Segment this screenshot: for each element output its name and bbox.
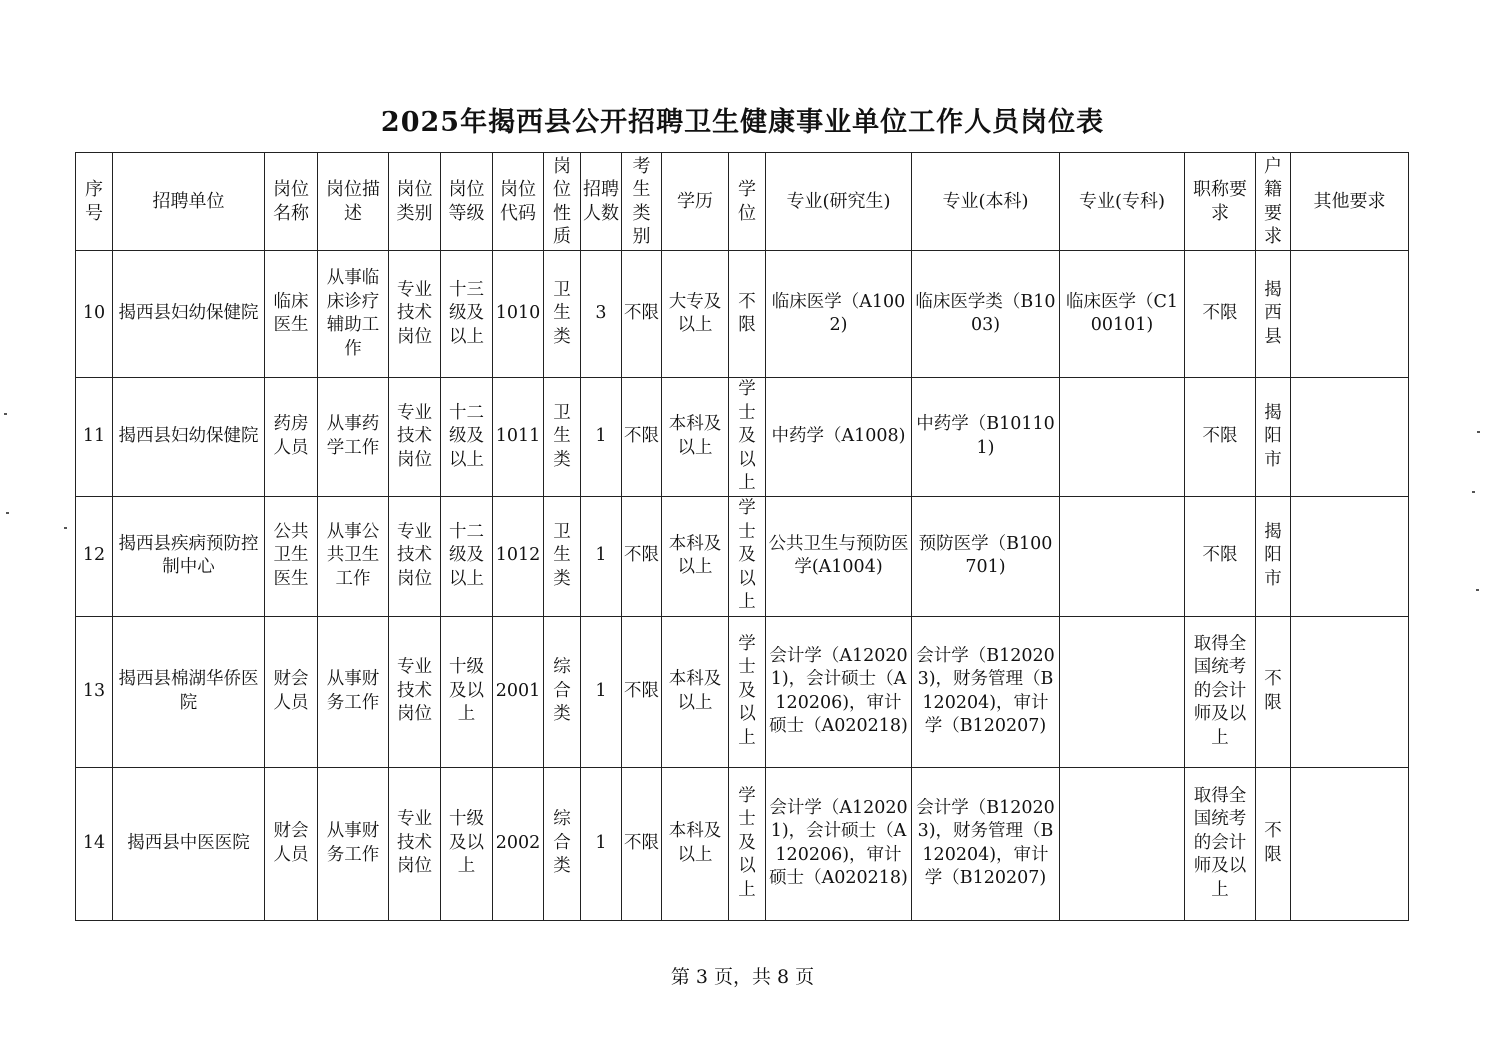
table-cell: 卫生类: [544, 378, 581, 497]
scan-speck: [64, 527, 67, 529]
table-cell: 财会人员: [265, 616, 318, 767]
table-cell: 揭西县: [1256, 251, 1291, 378]
header-cell: 招聘人数: [581, 153, 622, 251]
header-cell: 专业(研究生): [766, 153, 912, 251]
scan-speck: [1477, 431, 1480, 433]
table-cell: 从事财务工作: [318, 616, 389, 767]
table-row: [76, 378, 1409, 497]
table-cell: 临床医生: [265, 251, 318, 378]
scan-speck: [6, 512, 9, 514]
table-cell: 本科及以上: [662, 378, 729, 497]
table-cell: 1010: [493, 251, 544, 378]
table-cell: 不限: [622, 496, 662, 616]
table-cell: 1: [581, 767, 622, 920]
table-cell: 会计学（B120203)，财务管理（B120204)，审计学（B120207): [912, 767, 1060, 920]
table-cell: 中药学（A1008): [766, 378, 912, 497]
table-cell: 学士及以上: [729, 496, 766, 616]
table-cell: 本科及以上: [662, 496, 729, 616]
table-cell: 学士及以上: [729, 378, 766, 497]
header-cell: 户籍要求: [1256, 153, 1291, 251]
header-cell: 其他要求: [1291, 153, 1409, 251]
table-cell: 预防医学（B100701): [912, 496, 1060, 616]
table-cell: 十二级及以上: [441, 378, 493, 497]
table-row: [76, 616, 1409, 767]
table-cell: 不限: [1185, 378, 1256, 497]
header-cell: 考生类别: [622, 153, 662, 251]
table-cell: 临床医学（A1002): [766, 251, 912, 378]
table-cell: 公共卫生与预防医学(A1004): [766, 496, 912, 616]
scan-speck: [4, 413, 7, 415]
table-row: [76, 496, 1409, 616]
header-cell: 岗位名称: [265, 153, 318, 251]
table-cell: 卫生类: [544, 251, 581, 378]
header-cell: 招聘单位: [113, 153, 265, 251]
table-cell: 1: [581, 378, 622, 497]
table-row: [76, 251, 1409, 378]
header-cell: 岗位代码: [493, 153, 544, 251]
header-cell: 学位: [729, 153, 766, 251]
table-cell: 十级及以上: [441, 767, 493, 920]
table-cell: [1060, 378, 1185, 497]
table-cell: 从事财务工作: [318, 767, 389, 920]
table-header-row: [76, 153, 1409, 251]
table-cell: 药房人员: [265, 378, 318, 497]
table-cell: 卫生类: [544, 496, 581, 616]
table-cell: 10: [76, 251, 113, 378]
table-cell: 12: [76, 496, 113, 616]
table-cell: 揭阳市: [1256, 378, 1291, 497]
table-cell: 会计学（A120201)，会计硕士（A120206)，审计硕士（A020218): [766, 616, 912, 767]
table-cell: 大专及以上: [662, 251, 729, 378]
table-cell: 从事药学工作: [318, 378, 389, 497]
header-cell: 岗位类别: [389, 153, 441, 251]
table-cell: 综合类: [544, 616, 581, 767]
table-cell: 综合类: [544, 767, 581, 920]
header-cell: 职称要求: [1185, 153, 1256, 251]
table-cell: 2001: [493, 616, 544, 767]
scan-speck: [1476, 589, 1479, 591]
table-cell: 专业技术岗位: [389, 616, 441, 767]
table-cell: 揭西县妇幼保健院: [113, 251, 265, 378]
table-cell: 不限: [1256, 616, 1291, 767]
table-cell: 1011: [493, 378, 544, 497]
table-cell: 专业技术岗位: [389, 767, 441, 920]
table-cell: [1291, 767, 1409, 920]
page-footer: 第 3 页，共 8 页: [670, 966, 815, 988]
table-cell: 财会人员: [265, 767, 318, 920]
table-cell: [1060, 767, 1185, 920]
table-cell: 揭西县妇幼保健院: [113, 378, 265, 497]
table-cell: 3: [581, 251, 622, 378]
table-cell: 不限: [729, 251, 766, 378]
table-cell: 不限: [622, 616, 662, 767]
table-cell: 从事公共卫生工作: [318, 496, 389, 616]
table-cell: 取得全国统考的会计师及以上: [1185, 767, 1256, 920]
table-cell: 1012: [493, 496, 544, 616]
header-cell: 岗位性质: [544, 153, 581, 251]
table-cell: 取得全国统考的会计师及以上: [1185, 616, 1256, 767]
table-cell: 专业技术岗位: [389, 496, 441, 616]
table-cell: 中药学（B101101): [912, 378, 1060, 497]
table-cell: 十级及以上: [441, 616, 493, 767]
table-cell: 不限: [622, 378, 662, 497]
page-title: 2025年揭西县公开招聘卫生健康事业单位工作人员岗位表: [380, 107, 1105, 138]
header-cell: 岗位描述: [318, 153, 389, 251]
table-cell: 本科及以上: [662, 767, 729, 920]
scan-speck: [1472, 491, 1475, 493]
table-cell: 临床医学（C100101): [1060, 251, 1185, 378]
table-cell: 不限: [1185, 496, 1256, 616]
table-cell: 不限: [622, 251, 662, 378]
table-cell: 不限: [1185, 251, 1256, 378]
table-cell: 会计学（A120201)，会计硕士（A120206)，审计硕士（A020218): [766, 767, 912, 920]
table-cell: [1291, 251, 1409, 378]
table-cell: 学士及以上: [729, 767, 766, 920]
table-cell: 揭西县疾病预防控制中心: [113, 496, 265, 616]
table-cell: [1060, 496, 1185, 616]
table-row: [76, 767, 1409, 920]
table-cell: 专业技术岗位: [389, 251, 441, 378]
table-cell: 11: [76, 378, 113, 497]
table-cell: 学士及以上: [729, 616, 766, 767]
table-cell: 专业技术岗位: [389, 378, 441, 497]
table-cell: 十三级及以上: [441, 251, 493, 378]
header-cell: 序号: [76, 153, 113, 251]
table-cell: 1: [581, 616, 622, 767]
table-cell: [1291, 496, 1409, 616]
header-cell: 专业(专科): [1060, 153, 1185, 251]
header-cell: 岗位等级: [441, 153, 493, 251]
table-cell: 13: [76, 616, 113, 767]
table-cell: 不限: [1256, 767, 1291, 920]
table-cell: 14: [76, 767, 113, 920]
table-cell: 揭西县棉湖华侨医院: [113, 616, 265, 767]
table-cell: 2002: [493, 767, 544, 920]
table-cell: 公共卫生医生: [265, 496, 318, 616]
table-cell: [1060, 616, 1185, 767]
table-cell: 十二级及以上: [441, 496, 493, 616]
table-cell: 从事临床诊疗辅助工作: [318, 251, 389, 378]
positions-table: [75, 152, 1409, 921]
header-cell: 学历: [662, 153, 729, 251]
table-cell: 1: [581, 496, 622, 616]
table-cell: 本科及以上: [662, 616, 729, 767]
header-cell: 专业(本科): [912, 153, 1060, 251]
table-cell: 揭西县中医医院: [113, 767, 265, 920]
table-cell: 不限: [622, 767, 662, 920]
table-cell: 会计学（B120203)，财务管理（B120204)，审计学（B120207): [912, 616, 1060, 767]
table-cell: 揭阳市: [1256, 496, 1291, 616]
table-cell: [1291, 378, 1409, 497]
table-cell: [1291, 616, 1409, 767]
table-cell: 临床医学类（B1003): [912, 251, 1060, 378]
